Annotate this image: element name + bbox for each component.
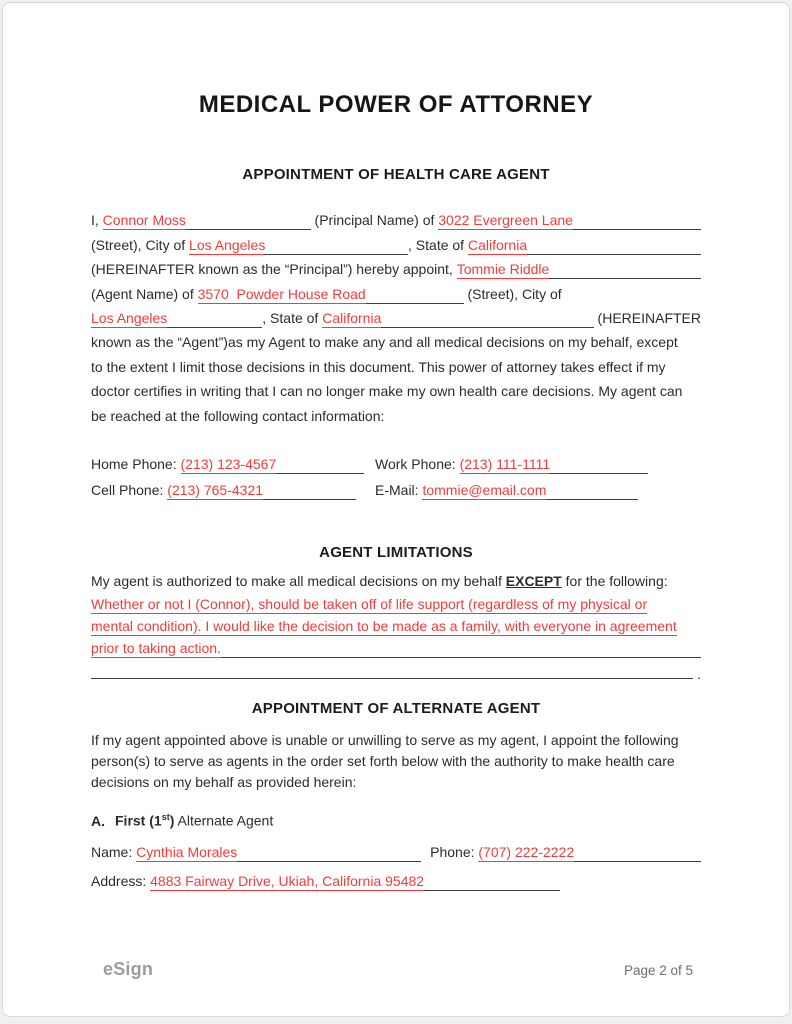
- agent-street-field[interactable]: [198, 285, 464, 304]
- cell-phone-label: Cell Phone:: [91, 482, 168, 499]
- principal-street-field[interactable]: [438, 211, 701, 230]
- blank-underline: [91, 661, 693, 679]
- limitations-lead-line: [91, 573, 701, 595]
- intro-line-2: [91, 236, 701, 261]
- blank-underline: [263, 481, 356, 500]
- blank-underline: [186, 211, 311, 230]
- cell-phone-field[interactable]: [167, 481, 356, 500]
- home-phone-field[interactable]: [181, 455, 364, 474]
- agent-name-field[interactable]: [457, 260, 701, 279]
- email-field[interactable]: [422, 481, 638, 500]
- home-phone-pair: [91, 455, 375, 474]
- intro-line-4: [91, 285, 701, 310]
- limitations-text-field[interactable]: [91, 595, 647, 614]
- static-text: I,: [91, 212, 103, 228]
- ordinal-superscript: st: [161, 812, 170, 823]
- limitations-text-field[interactable]: [91, 639, 701, 658]
- principal-state-value: California: [467, 236, 528, 253]
- cell-phone-value: (213) 765-4321: [167, 482, 264, 499]
- limitations-text-value-3: prior to taking action.: [91, 640, 221, 657]
- alt-name-label: Name:: [91, 844, 137, 861]
- alt-address-label: Address:: [91, 873, 151, 890]
- alt-agent-name-field[interactable]: [136, 843, 421, 862]
- blank-underline: [221, 639, 701, 658]
- section-heading-agent-limitations: AGENT LIMITATIONS: [319, 544, 473, 562]
- limitations-text-field[interactable]: [91, 617, 677, 636]
- trailing-period: .: [693, 666, 701, 683]
- blank-underline: [574, 843, 701, 862]
- agent-name-value: Tommie Riddle: [456, 261, 550, 278]
- static-text: (Agent Name) of: [91, 285, 198, 302]
- alternate-address-row: [91, 872, 701, 896]
- limitations-filled-line-3: [91, 639, 701, 661]
- alt-agent-address-field[interactable]: [150, 872, 560, 891]
- contact-info-block: [91, 455, 701, 507]
- cell-phone-pair: [91, 481, 375, 500]
- static-text: My agent is authorized to make all medical decisions on my behalf: [91, 573, 506, 590]
- work-phone-value: (213) 111-1111: [459, 456, 551, 473]
- static-text: , State of: [262, 310, 323, 327]
- alternate-line-1: If my agent appointed above is unable or unwilling to serve as my agent, I appoint the following: [91, 732, 679, 749]
- blank-underline: [546, 481, 638, 500]
- page-footer: [103, 959, 693, 980]
- document-page: [2, 2, 790, 1017]
- agent-state-field[interactable]: [322, 309, 593, 328]
- home-phone-value: (213) 123-4567: [180, 456, 277, 473]
- blank-underline: [366, 285, 464, 304]
- work-phone-pair: [375, 455, 648, 474]
- appointment-paragraph: [91, 211, 701, 432]
- section-heading-alternate-agent: APPOINTMENT OF ALTERNATE AGENT: [251, 700, 541, 718]
- blank-underline: [265, 236, 408, 255]
- blank-underline: [381, 309, 593, 328]
- blank-underline: [573, 211, 701, 230]
- alternate-line-3: decisions on my behalf as provided herein:: [91, 774, 357, 791]
- intro-line-9: be reached at the following contact information:: [91, 407, 385, 424]
- first-label-bold: First (1: [115, 813, 162, 829]
- first-alternate-agent-heading: [91, 812, 701, 834]
- blank-underline: [276, 455, 363, 474]
- page-number-indicator: Page 2 of 5: [623, 963, 693, 978]
- intro-line-1: [91, 211, 701, 236]
- alternate-line-2: person(s) to serve as agents in the order set forth below with the authority to make health care: [91, 753, 675, 770]
- limitations-paragraph: [91, 573, 701, 683]
- limitations-blank-line: [91, 661, 701, 683]
- blank-underline: [167, 309, 262, 328]
- alternate-agent-fields: [91, 843, 701, 896]
- list-letter: A.: [91, 813, 105, 829]
- agent-city-field[interactable]: [91, 309, 262, 328]
- intro-line-6: known as the “Agent”)as my Agent to make any and all medical decisions on my behalf, except: [91, 333, 678, 350]
- section-heading-health-care-agent: APPOINTMENT OF HEALTH CARE AGENT: [242, 166, 550, 183]
- static-text: (Street), City of: [463, 285, 566, 302]
- static-text: (HEREINAFTER: [593, 310, 701, 327]
- intro-line-5: [91, 309, 701, 334]
- contact-row-2: [91, 481, 701, 507]
- email-label: E-Mail:: [375, 482, 423, 499]
- limitations-text-value-2: mental condition). I would like the decision to be made as a family, with everyone in agreement: [91, 618, 677, 635]
- document-content: [3, 166, 789, 896]
- esign-brand-logo: eSign: [103, 959, 154, 979]
- email-value: tommie@email.com: [422, 482, 547, 499]
- blank-underline: [549, 260, 701, 279]
- work-phone-label: Work Phone:: [375, 456, 460, 473]
- principal-state-field[interactable]: [468, 236, 701, 255]
- static-text: (HEREINAFTER known as the “Principal”) hereby appoint,: [91, 261, 457, 278]
- alt-agent-address-value: 4883 Fairway Drive, Ukiah, California 95482: [150, 873, 425, 890]
- page-title: MEDICAL POWER OF ATTORNEY: [198, 91, 594, 118]
- contact-row-1: [91, 455, 701, 481]
- agent-city-value: Los Angeles: [91, 310, 168, 327]
- first-label-rest: Alternate Agent: [174, 813, 274, 829]
- alternate-name-row: [91, 843, 701, 867]
- principal-city-value: Los Angeles: [189, 236, 266, 253]
- home-phone-label: Home Phone:: [91, 456, 181, 473]
- intro-line-8: doctor certifies in writing that I can no longer make my own health care decisions. My agent can: [91, 383, 683, 400]
- intro-line-7: to the extent I limit those decisions in this document. This power of attorney takes effect if my: [91, 358, 666, 375]
- work-phone-field[interactable]: [460, 455, 648, 474]
- principal-name-value: Connor Moss: [102, 212, 186, 228]
- limitations-blank-field[interactable]: [91, 661, 693, 679]
- alt-agent-phone-value: (707) 222-2222: [478, 844, 575, 861]
- intro-line-3: [91, 260, 701, 285]
- static-text: (Street), City of: [91, 236, 190, 253]
- blank-underline: [527, 236, 701, 255]
- agent-street-value: 3570 Powder House Road: [197, 285, 366, 302]
- principal-city-field[interactable]: [189, 236, 408, 255]
- static-text: for the following:: [561, 573, 668, 590]
- static-text: , State of: [408, 236, 468, 253]
- principal-name-field[interactable]: [103, 211, 311, 230]
- alt-agent-phone-field[interactable]: [478, 843, 701, 862]
- first-label-bold-end: ): [169, 813, 175, 829]
- alt-agent-name-value: Cynthia Morales: [136, 844, 238, 861]
- alt-phone-label: Phone:: [430, 844, 479, 861]
- limitations-filled-line-1: [91, 595, 701, 617]
- email-pair: [375, 481, 638, 500]
- static-text: (Principal Name) of: [310, 212, 439, 228]
- limitations-filled-line-2: [91, 617, 701, 639]
- blank-underline: [424, 872, 560, 891]
- alternate-agent-paragraph: [91, 732, 701, 795]
- blank-underline: [550, 455, 647, 474]
- blank-underline: [237, 843, 421, 862]
- limitations-text-value-1: Whether or not I (Connor), should be taken off of life support (regardless of my physical or: [91, 596, 648, 613]
- principal-street-value: 3022 Evergreen Lane: [438, 212, 573, 228]
- except-word: EXCEPT: [505, 573, 562, 590]
- agent-state-value: California: [322, 310, 382, 327]
